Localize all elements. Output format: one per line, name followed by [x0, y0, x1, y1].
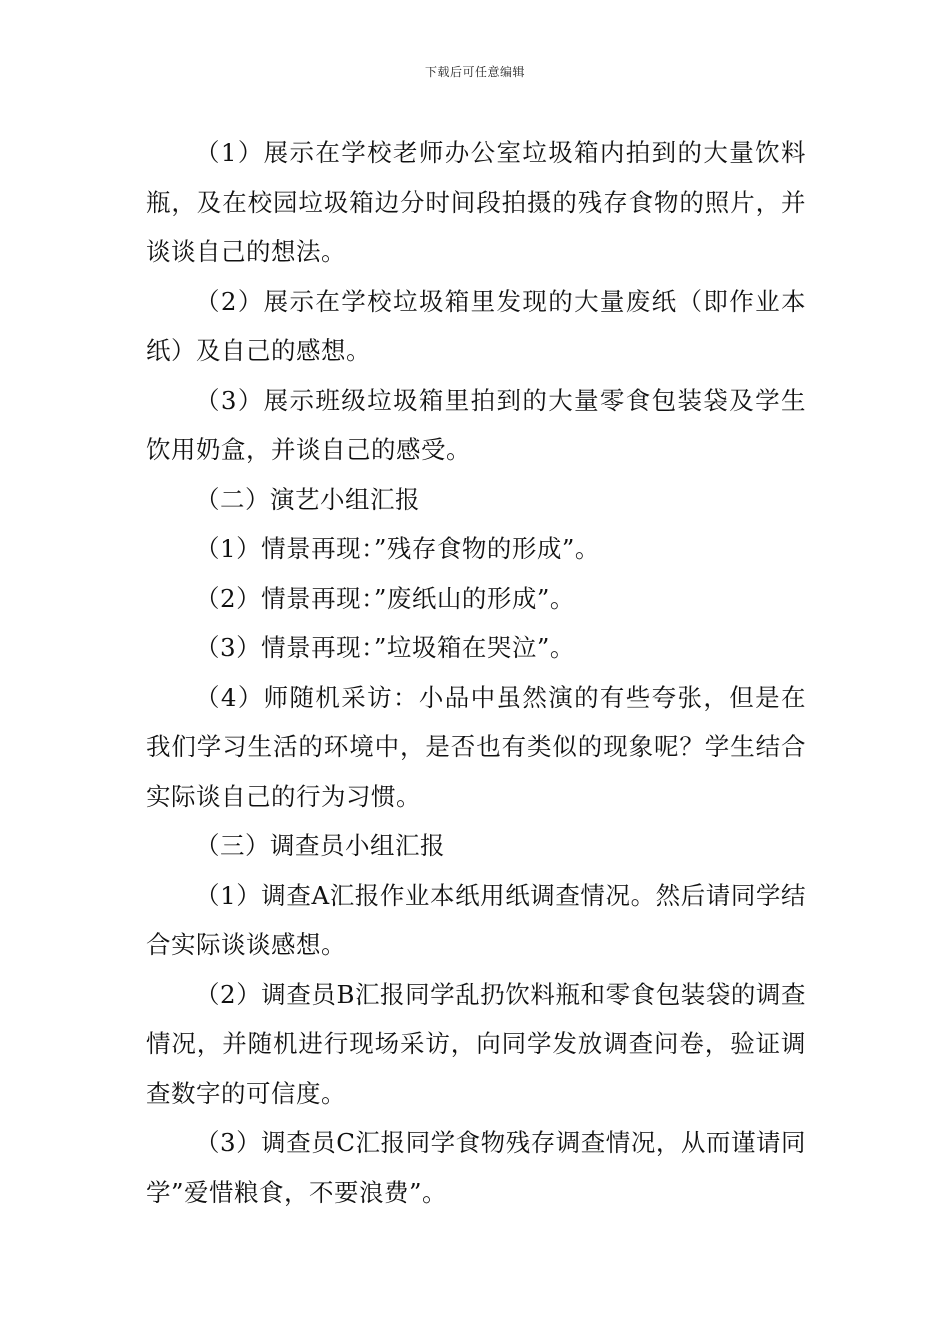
- paragraph-7: （3）情景再现：”垃圾箱在哭泣”。: [195, 633, 575, 662]
- paragraph-2: （2）展示在学校垃圾箱里发现的大量废纸（即作业本纸）及自己的感想。: [146, 286, 806, 365]
- section-heading-3: （三）调查员小组汇报: [195, 831, 445, 860]
- paragraph-1: （1）展示在学校老师办公室垃圾箱内拍到的大量饮料瓶，及在校园垃圾箱边分时间段拍摄的残存食物的照片，并谈谈自己的想法。: [146, 138, 806, 266]
- paragraph-10: （1）调查A汇报作业本纸用纸调查情况。然后请同学结合实际谈谈感想。: [146, 880, 806, 959]
- paragraph-3: （3）展示班级垃圾箱里拍到的大量零食包装袋及学生饮用奶盒，并谈自己的感受。: [146, 385, 806, 464]
- section-heading-2: （二）演艺小组汇报: [195, 484, 420, 514]
- document-body: [146, 128, 806, 1217]
- page-header: 下载后可任意编辑: [424, 65, 525, 79]
- paragraph-8: （4）师随机采访：小品中虽然演的有些夸张，但是在我们学习生活的环境中，是否也有类似的现象呢？学生结合实际谈自己的行为习惯。: [146, 682, 806, 811]
- paragraph-6: （2）情景再现：”废纸山的形成”。: [195, 583, 575, 613]
- paragraph-11: （2）调查员B汇报同学乱扔饮料瓶和零食包装袋的调查情况，并随机进行现场采访，向同学发放调查问卷，验证调查数字的可信度。: [146, 979, 806, 1108]
- paragraph-12: （3）调查员C汇报同学食物残存调查情况，从而谨请同学”爱惜粮食，不要浪费”。: [146, 1128, 806, 1207]
- paragraph-5: （1）情景再现：”残存食物的形成”。: [195, 534, 600, 563]
